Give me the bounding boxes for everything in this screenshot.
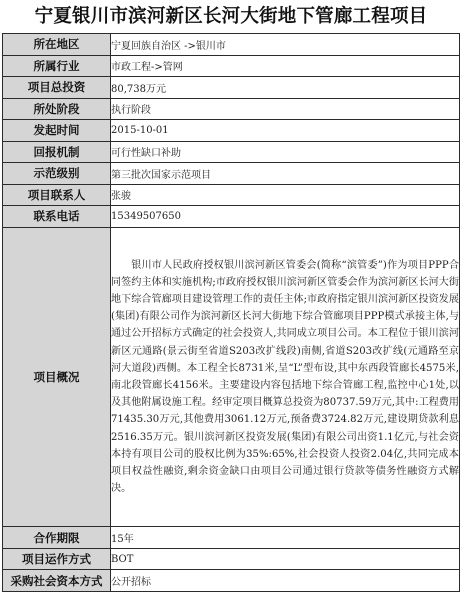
value-contact-person: 张骏 [111,184,460,206]
row-term [3,527,460,549]
label-overview: 项目概况 [3,227,111,527]
value-start-date: 2015-10-01 [111,120,460,142]
value-procurement-method: 公开招标 [111,570,460,592]
label-return-mechanism: 回报机制 [3,141,111,163]
row-demo-level [3,163,460,185]
value-demo-level: 第三批次国家示范项目 [111,163,460,185]
document-title: 宁夏银川市滨河新区长河大街地下管廊工程项目 [34,6,428,27]
value-return-mechanism: 可行性缺口补助 [111,141,460,163]
value-term: 15年 [111,527,460,549]
value-total-investment: 80,738万元 [111,77,460,99]
label-industry: 所属行业 [3,55,111,77]
value-operation-mode: BOT [111,548,460,570]
value-region: 宁夏回族自治区 ->银川市 [111,34,460,56]
value-contact-phone: 15349507650 [111,206,460,228]
row-region [3,34,460,56]
project-info-table [2,33,460,592]
row-contact-phone [3,206,460,228]
row-overview [3,227,460,527]
row-return-mechanism [3,141,460,163]
row-stage [3,98,460,120]
label-demo-level: 示范级别 [3,163,111,185]
label-contact-person: 项目联系人 [3,184,111,206]
overview-text: 银川市人民政府授权银川滨河新区管委会(简称“滨管委”)作为项目PPP合同签约主体和实施机构;市政府授权银川滨河新区管委会作为滨河新区长河大街地下综合管廊项目建设管理工作的责任主体;市政府指定银川滨河新区投资发展(集团)有限公司作为滨河新区长河大街地下综合管廊项目PPP模式承接主体,与通过公开招标方式确定的社会投资人,共同成立项目公司。本工程位于银川滨河新区元通路(景云街至省道S203改扩线段)南侧,省道S203改扩线(元通路至京河大道段)西侧。本工程全长8731米,呈“L”型布设,其中东西段管廊长4575米,南北段管廊长4156米。主要建设内容包括地下综合管廊工程,监控中心1处,以及其他附属设施工程。经审定项目概算总投资为80737.59万元,其中:工程费用71435.30万元,其他费用3061.12万元,预备费3724.82万元,建设期贷款利息2516.35万元。银川滨河新区投资发展(集团)有限公司出资1.1亿元,与社会资本持有项目公司的股权比例为35%:65%,社会投资人投资2.04亿,共同完成本项目权益性融资,剩余资金缺口由项目公司通过银行贷款等债务性融资方式解决。 [111,227,460,527]
value-industry: 市政工程->管网 [111,55,460,77]
row-industry [3,55,460,77]
row-contact-person [3,184,460,206]
label-total-investment: 项目总投资 [3,77,111,99]
row-procurement-method [3,570,460,592]
label-start-date: 发起时间 [3,120,111,142]
label-term: 合作期限 [3,527,111,549]
label-operation-mode: 项目运作方式 [3,548,111,570]
label-region: 所在地区 [3,34,111,56]
row-operation-mode [3,548,460,570]
row-total-investment [3,77,460,99]
value-stage: 执行阶段 [111,98,460,120]
label-stage: 所处阶段 [3,98,111,120]
row-start-date [3,120,460,142]
label-contact-phone: 联系电话 [3,206,111,228]
label-procurement-method: 采购社会资本方式 [3,570,111,592]
